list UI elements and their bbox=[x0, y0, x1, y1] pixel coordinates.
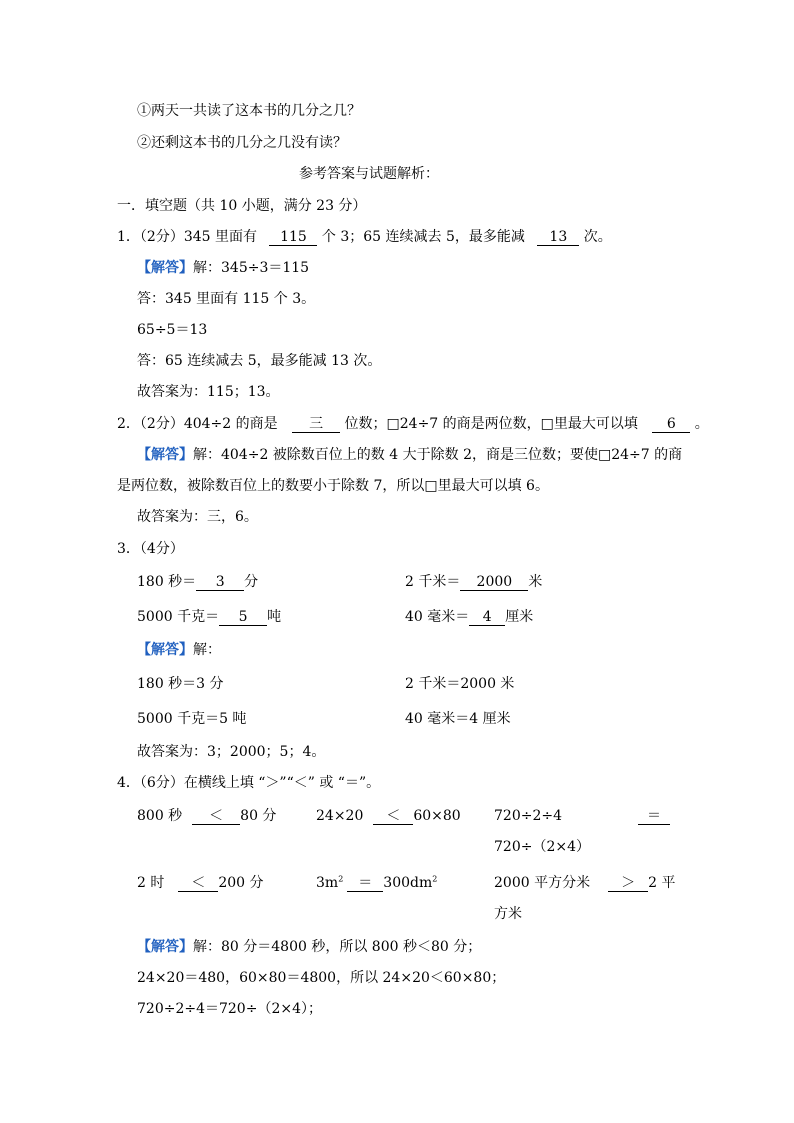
problem-3-item-1-post: 分 bbox=[244, 574, 259, 590]
problem-4-compare-2-blank: ＜ bbox=[373, 808, 413, 825]
problem-4-compare-4-blank: ＜ bbox=[178, 875, 218, 892]
problem-1-stem bbox=[117, 227, 612, 247]
problem-1-stem-a: 1．（2分）345 里面有 bbox=[117, 229, 257, 245]
problem-4-compare-3-post: 720÷（2×4） bbox=[494, 839, 590, 855]
problem-4-compare-1-pre: 800 秒 bbox=[137, 808, 183, 824]
problem-3-item-2-blank: 2000 bbox=[460, 574, 528, 591]
problem-3-item-1-blank: 3 bbox=[196, 574, 244, 591]
problem-4-compare-6-blank: ＞ bbox=[608, 875, 648, 892]
problem-2-stem-a: 2．（2分）404÷2 的商是 bbox=[117, 416, 278, 432]
problem-1-stem-c: 次。 bbox=[583, 229, 612, 245]
problem-3-item-2-pre: 2 千米＝ bbox=[405, 574, 461, 590]
section-title: 一．填空题（共 10 小题，满分 23 分） bbox=[117, 198, 367, 214]
problem-4-compare-1 bbox=[137, 806, 276, 826]
problem-4-compare-6-post-2: 方米 bbox=[494, 906, 522, 922]
problem-4-solution-line-1 bbox=[137, 937, 481, 957]
problem-4-solution-line-2: 24×20＝480，60×80＝4800，所以 24×20＜60×80； bbox=[137, 970, 506, 986]
problem-3-stem: 3．（4分） bbox=[117, 541, 184, 557]
solution-tag: 【解答】 bbox=[137, 642, 193, 658]
problem-2-solution-line-1 bbox=[137, 445, 682, 465]
solution-tag: 【解答】 bbox=[137, 447, 193, 463]
problem-4-compare-5-post bbox=[383, 875, 437, 891]
unit-base: 3m bbox=[316, 875, 339, 891]
problem-3-item-1 bbox=[137, 572, 258, 592]
unit-base: 300dm bbox=[383, 875, 433, 891]
problem-4-solution-text-1: 解：80 分＝4800 秒，所以 800 秒＜80 分； bbox=[193, 939, 482, 955]
problem-1-solution-line-3: 65÷5＝13 bbox=[137, 322, 208, 338]
solution-tag: 【解答】 bbox=[137, 939, 193, 955]
problem-3-solution-item-1: 180 秒＝3 分 bbox=[137, 676, 224, 692]
problem-3-solution-item-2: 2 千米＝2000 米 bbox=[405, 676, 515, 692]
unit-exponent: 2 bbox=[432, 874, 438, 884]
problem-3-solution-item-3: 5000 千克＝5 吨 bbox=[137, 711, 247, 727]
problem-2-stem-b: 位数；□24÷7 的商是两位数，□里最大可以填 bbox=[344, 416, 638, 432]
problem-4-compare-4-post: 200 分 bbox=[218, 875, 264, 891]
problem-3-item-3-pre: 5000 千克＝ bbox=[137, 609, 220, 625]
intro-question-1: ①两天一共读了这本书的几分之几？ bbox=[137, 103, 361, 119]
problem-1-solution-text-1: 解：345÷3＝115 bbox=[193, 260, 310, 276]
problem-2-solution-line-2: 是两位数，被除数百位上的数要小于除数 7，所以□里最大可以填 6。 bbox=[117, 478, 549, 494]
problem-4-compare-3-pre: 720÷2÷4 bbox=[494, 808, 562, 824]
problem-4-compare-1-blank: ＜ bbox=[192, 808, 240, 825]
problem-3-item-4 bbox=[405, 607, 533, 627]
problem-1-blank-2: 13 bbox=[537, 229, 579, 246]
problem-1-blank-1: 115 bbox=[269, 229, 317, 246]
problem-3-item-2 bbox=[405, 572, 542, 592]
problem-1-final-answer: 故答案为：115；13。 bbox=[137, 384, 280, 400]
problem-3-item-4-pre: 40 毫米＝ bbox=[405, 609, 470, 625]
problem-3-item-3 bbox=[137, 607, 281, 627]
problem-2-solution-text-1: 解：404÷2 被除数百位上的数 4 大于除数 2，商是三位数；要使□24÷7 的商 bbox=[193, 447, 683, 463]
problem-4-compare-6-pre: 2000 平方分米 bbox=[494, 875, 591, 891]
problem-3-item-1-pre: 180 秒＝ bbox=[137, 574, 197, 590]
problem-4-compare-4 bbox=[137, 873, 264, 893]
problem-1-stem-b: 个 3；65 连续减去 5，最多能减 bbox=[321, 229, 525, 245]
problem-2-blank-1: 三 bbox=[292, 416, 340, 433]
problem-4-compare-5-pre bbox=[316, 875, 343, 891]
problem-3-solution-head-text: 解： bbox=[193, 642, 221, 658]
problem-1-solution-line-1 bbox=[137, 258, 309, 278]
problem-4-compare-5 bbox=[316, 873, 437, 893]
problem-4-compare-2-pre: 24×20 bbox=[316, 808, 364, 824]
problem-2-final-answer: 故答案为：三，6。 bbox=[137, 509, 258, 525]
problem-4-compare-3 bbox=[638, 806, 670, 826]
problem-1-solution-line-2: 答：345 里面有 115 个 3。 bbox=[137, 291, 316, 307]
problem-2-stem bbox=[117, 414, 709, 434]
problem-3-item-3-blank: 5 bbox=[219, 609, 267, 626]
problem-2-stem-c: 。 bbox=[694, 416, 709, 432]
problem-4-stem: 4．（6分）在横线上填 “＞”“＜” 或 “＝”。 bbox=[117, 775, 381, 791]
problem-3-final-answer: 故答案为：3；2000；5；4。 bbox=[137, 744, 326, 760]
problem-3-item-3-post: 吨 bbox=[267, 609, 282, 625]
unit-exponent: 2 bbox=[338, 874, 344, 884]
problem-3-item-4-blank: 4 bbox=[469, 609, 505, 626]
problem-3-item-2-post: 米 bbox=[528, 574, 543, 590]
solution-tag: 【解答】 bbox=[137, 260, 193, 276]
problem-4-compare-3-blank: ＝ bbox=[638, 808, 670, 825]
problem-4-compare-4-pre: 2 时 bbox=[137, 875, 165, 891]
problem-3-item-4-post: 厘米 bbox=[505, 609, 534, 625]
intro-question-2: ②还剩这本书的几分之几没有读？ bbox=[137, 135, 347, 151]
problem-4-compare-1-post: 80 分 bbox=[240, 808, 277, 824]
problem-4-compare-6-post: 2 平 bbox=[648, 875, 676, 891]
problem-4-solution-line-3: 720÷2÷4＝720÷（2×4）； bbox=[137, 1001, 322, 1017]
problem-4-compare-6 bbox=[494, 873, 675, 893]
problem-3-solution-head bbox=[137, 640, 221, 660]
problem-3-solution-item-4: 40 毫米＝4 厘米 bbox=[405, 711, 511, 727]
problem-4-compare-2 bbox=[316, 806, 461, 826]
problem-4-compare-2-post: 60×80 bbox=[413, 808, 461, 824]
problem-1-solution-line-4: 答：65 连续减去 5，最多能减 13 次。 bbox=[137, 353, 382, 369]
problem-2-blank-2: 6 bbox=[652, 416, 690, 433]
answer-title: 参考答案与试题解析： bbox=[299, 166, 439, 182]
problem-4-compare-5-blank: ＝ bbox=[347, 875, 383, 892]
